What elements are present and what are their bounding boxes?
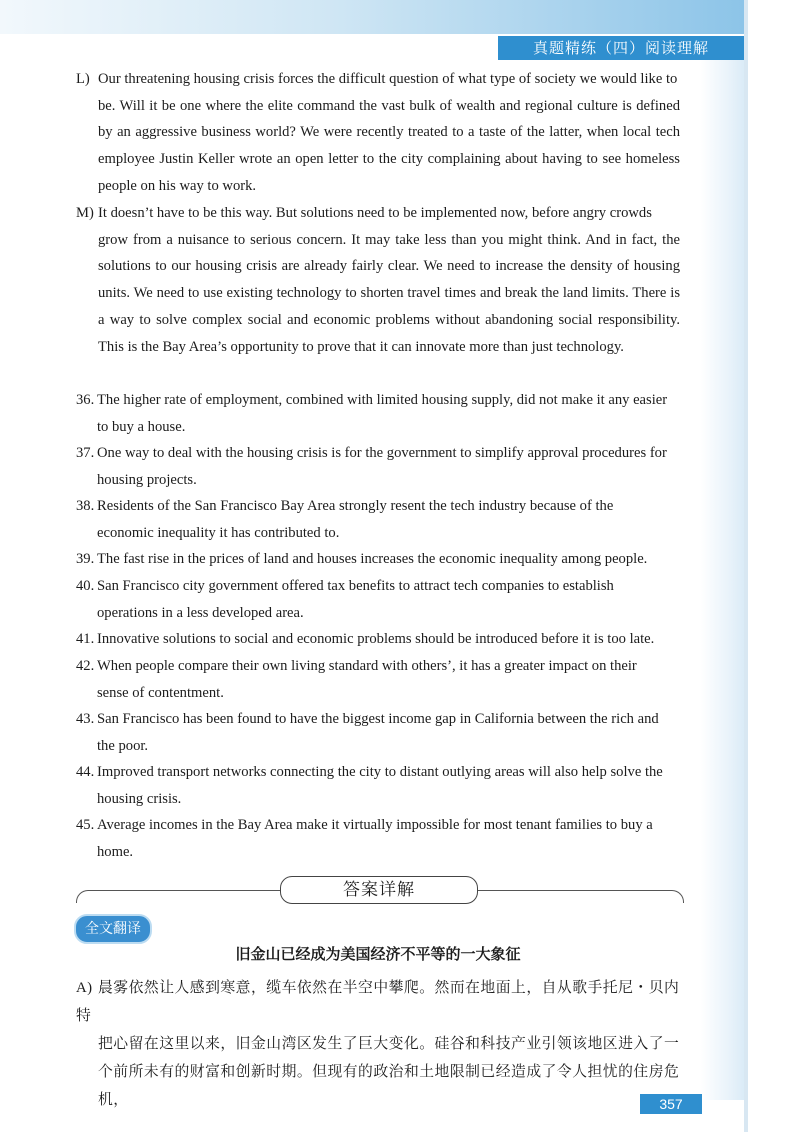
answer-section-title: 答案详解 [280,876,478,904]
question-text-cont: the poor. [97,737,149,754]
question-text-cont: housing crisis. [97,790,182,807]
question-text: The higher rate of employment, combined with limited housing supply, did not make it any easier [97,392,668,408]
paragraph-first-line: It doesn’t have to be this way. But solutions need to be implemented now, before angry crowds [98,205,652,221]
question-item [76,812,680,865]
question-text: Residents of the San Francisco Bay Area strongly resent the tech industry because of the [97,498,614,514]
question-number: 43. [76,711,95,727]
question-item [76,440,680,493]
question-number: 41. [76,631,95,647]
question-item [76,573,680,626]
question-item [76,387,680,440]
paragraph-label: L) [76,71,90,87]
question-text-cont: home. [97,843,134,860]
question-number: 36. [76,392,95,408]
question-text: San Francisco has been found to have the biggest income gap in California between the rich and [97,711,659,727]
paragraph-first-line: 晨雾依然让人感到寒意，缆车依然在半空中攀爬。然而在地面上，自从歌手托尼・贝内特 [76,979,680,1024]
question-item [76,706,680,759]
page-number: 357 [640,1094,702,1114]
question-item [76,653,680,706]
question-text: One way to deal with the housing crisis is for the government to simplify approval procedures for [97,445,667,461]
question-text-cont: to buy a house. [97,418,186,435]
paragraph-label: M) [76,205,94,221]
question-text-cont: operations in a less developed area. [97,604,304,621]
question-item [76,626,680,653]
question-number: 38. [76,498,95,514]
question-text: The fast rise in the prices of land and houses increases the economic inequality among people. [97,551,648,567]
paragraph-L [76,66,680,200]
page-edge [744,0,748,1132]
question-number: 39. [76,551,95,567]
top-decor-band [0,0,748,34]
paragraph-label: A) [76,980,93,996]
question-text: Average incomes in the Bay Area make it virtually impossible for most tenant families to buy a [97,817,653,833]
paragraph-text: 把心留在这里以来，旧金山湾区发生了巨大变化。硅谷和科技产业引领该地区进入了一个前所未有的财富和创新时期。但现有的政治和土地限制已经造成了令人担忧的住房危机， [98,1035,680,1108]
question-text: San Francisco city government offered tax benefits to attract tech companies to establish [97,578,614,594]
translation-tag: 全文翻译 [74,914,152,944]
question-text-cont: housing projects. [97,471,197,488]
translation-title: 旧金山已经成为美国经济不平等的一大象征 [235,945,521,963]
question-text: When people compare their own living standard with others’, it has a greater impact on their [97,658,637,674]
question-item [76,759,680,812]
question-number: 45. [76,817,95,833]
paragraph-text: grow from a nuisance to serious concern. It may take less than you might think. And in fact, the solutions to our housing crisis are already fairly clear. We need to increase the density of housing units. We need to use existing technology to shorten travel times and break the land limits. There is a way to solve complex social and economic problems without abandoning social responsibility. This is the Bay Area’s opportunity to prove that it can innovate more than just technology. [98,231,680,355]
question-text-cont: economic inequality it has contributed to. [97,524,340,541]
paragraph-text: be. Will it be one where the elite command the vast bulk of wealth and regional culture is defined by an aggressive business world? We were recently treated to a taste of the latter, when local tech employee Justin Keller wrote an open letter to the city complaining about having to see homeless people on his way to work. [98,97,680,194]
question-number: 37. [76,445,95,461]
question-number: 44. [76,764,95,780]
question-number: 42. [76,658,95,674]
question-number: 40. [76,578,95,594]
section-header: 真题精练（四）阅读理解 [498,36,744,60]
paragraph-M [76,200,680,360]
translation-paragraph-A [76,974,682,1114]
question-text-cont: sense of contentment. [97,684,224,701]
question-item [76,493,680,546]
side-decor-band [700,60,748,1100]
paragraph-first-line: Our threatening housing crisis forces the difficult question of what type of society we would like to [98,71,678,87]
question-text: Innovative solutions to social and economic problems should be introduced before it is too late. [97,631,655,647]
question-text: Improved transport networks connecting the city to distant outlying areas will also help solve the [97,764,663,780]
question-item [76,546,680,573]
answer-section-header [76,876,682,906]
